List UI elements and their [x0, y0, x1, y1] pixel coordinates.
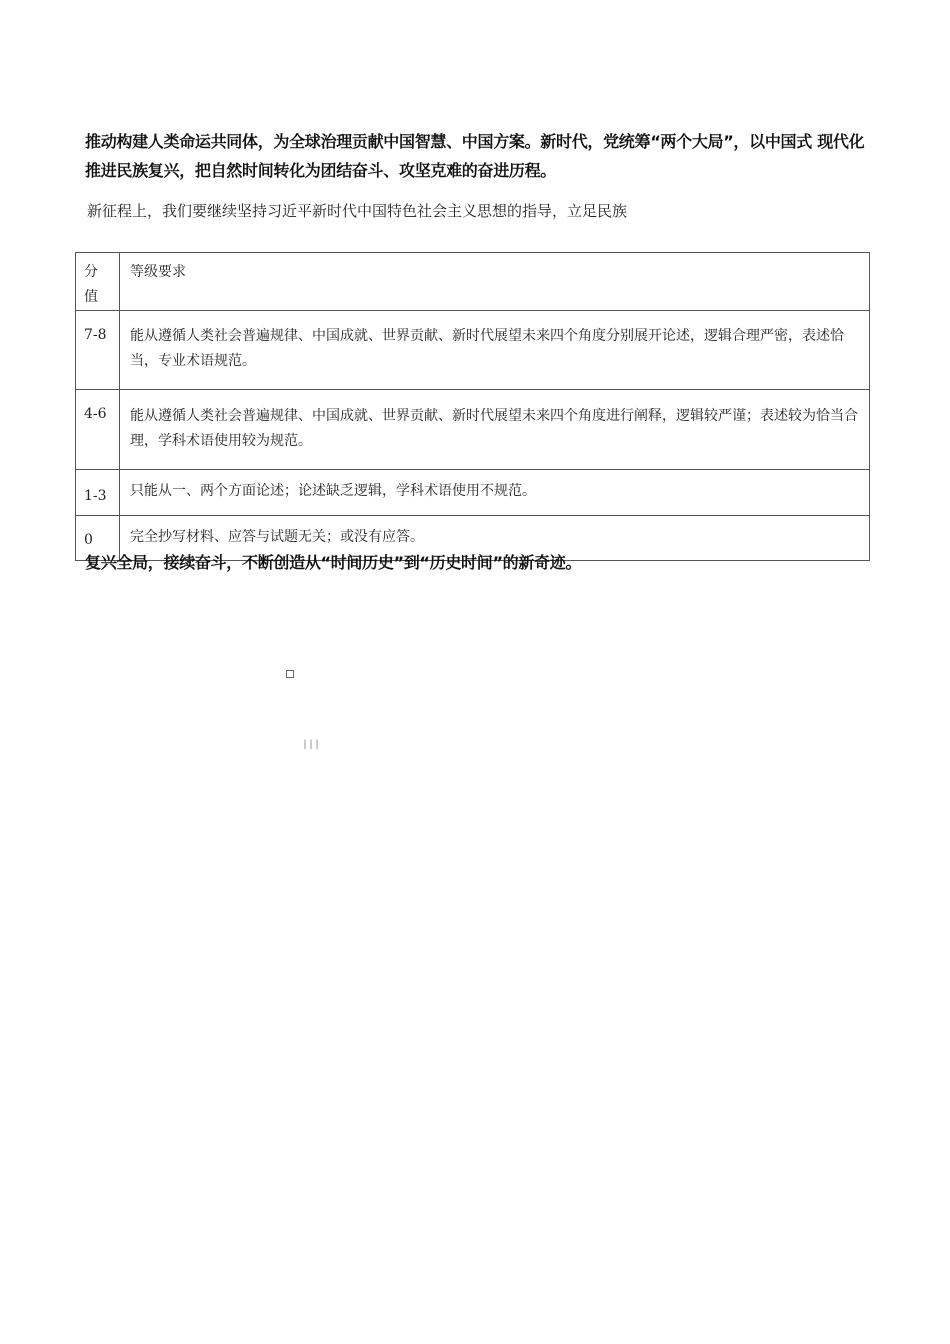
paragraph-continuation: 新征程上，我们要继续坚持习近平新时代中国特色社会主义思想的指导，立足民族 [87, 202, 628, 220]
score-cell: 0 [76, 516, 120, 561]
header-requirement: 等级要求 [120, 253, 870, 311]
table-header-row [76, 253, 870, 311]
table-row [76, 470, 870, 516]
score-cell: 7-8 [76, 311, 120, 390]
grading-table [75, 252, 870, 561]
paragraph-conclusion: 复兴全局，接续奋斗，不断创造从“时间历史”到“历史时间”的新奇迹。 [85, 553, 582, 572]
requirement-cell: 只能从一、两个方面论述；论述缺乏逻辑，学科术语使用不规范。 [120, 470, 870, 516]
paragraph-intro: 推动构建人类命运共同体，为全球治理贡献中国智慧、中国方案。新时代，党统筹“两个大局”，以中国式 现代化推进民族复兴，把自然时间转化为团结奋斗、攻坚克难的奋进历程。 [85, 132, 865, 180]
small-square-mark [286, 670, 294, 678]
table-row [76, 311, 870, 390]
score-cell: 1-3 [76, 470, 120, 516]
requirement-cell: 能从遵循人类社会普遍规律、中国成就、世界贡献、新时代展望未来四个角度进行阐释，逻辑较严谨；表述较为恰当合理，学科术语使用较为规范。 [120, 390, 870, 470]
requirement-cell: 能从遵循人类社会普遍规律、中国成就、世界贡献、新时代展望未来四个角度分别展开论述，逻辑合理严密，表述恰当，专业术语规范。 [120, 311, 870, 390]
requirement-cell: 完全抄写材料、应答与试题无关；或没有应答。 [120, 516, 870, 561]
score-cell: 4-6 [76, 390, 120, 470]
header-score: 分值 [76, 253, 120, 311]
table-row [76, 390, 870, 470]
bars-mark: ||| [302, 739, 321, 750]
